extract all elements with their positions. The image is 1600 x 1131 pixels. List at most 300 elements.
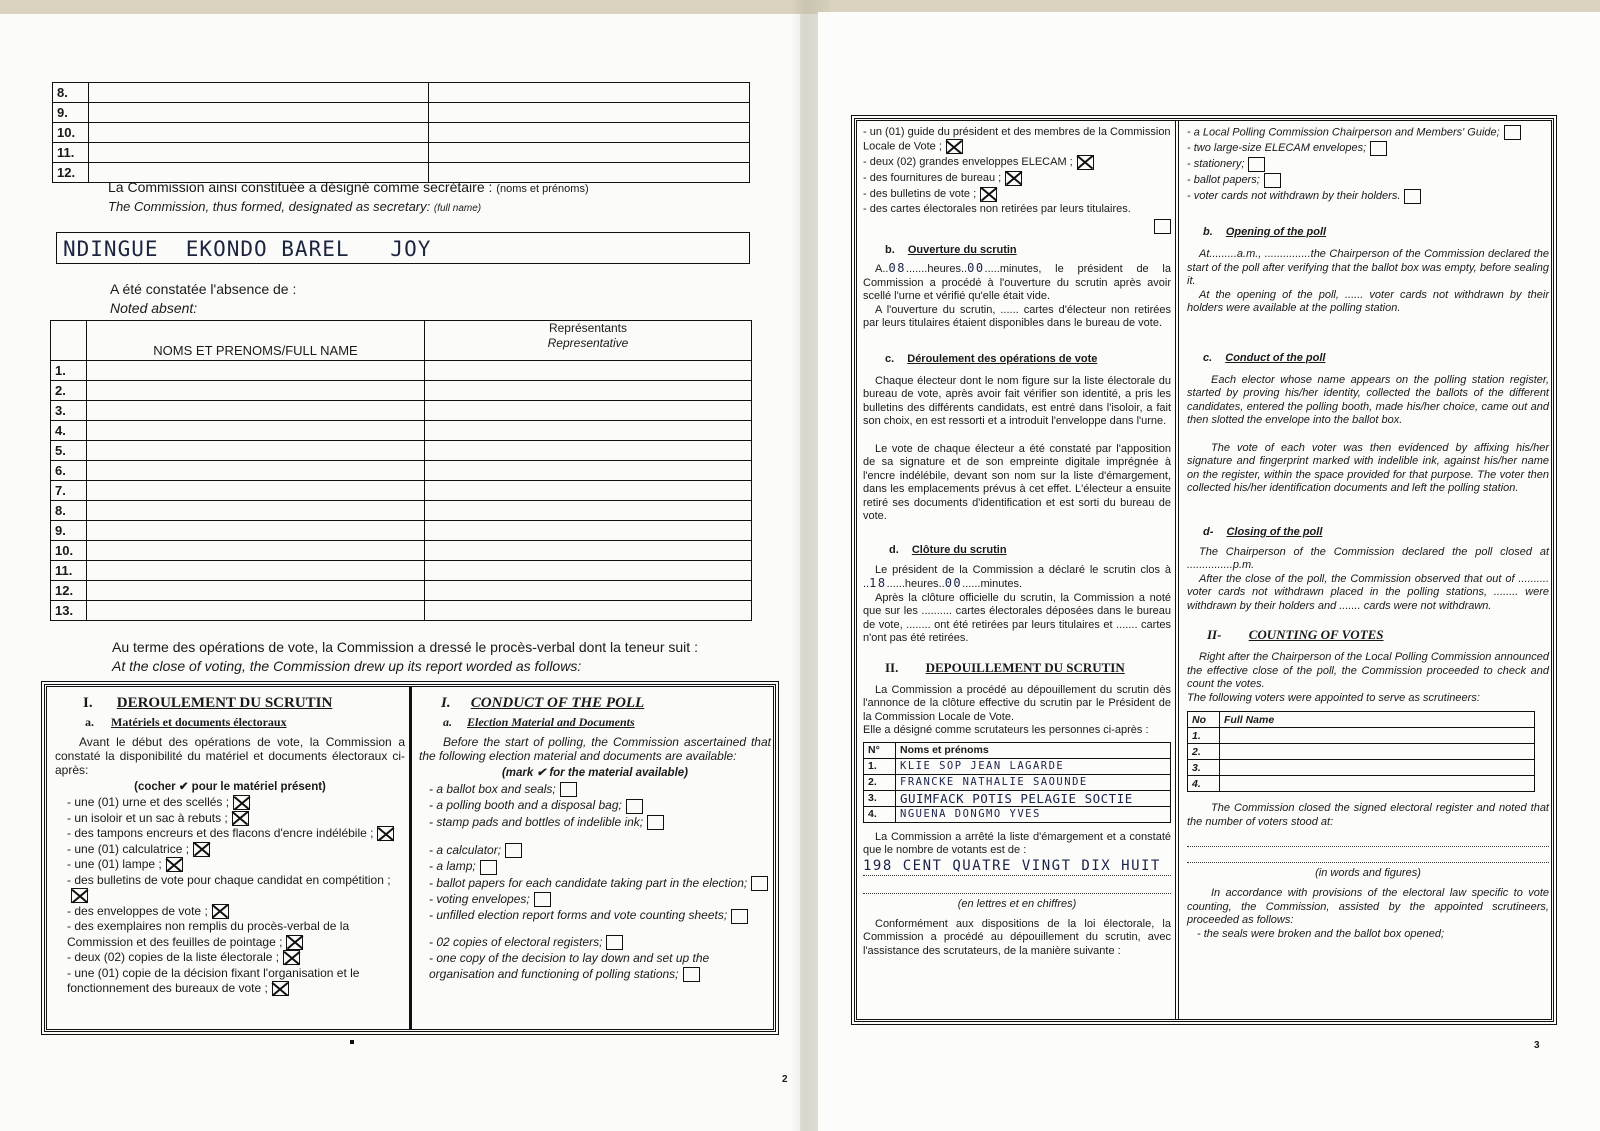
en-conduct-heading — [1187, 352, 1549, 364]
en-column — [419, 693, 771, 982]
text: minutes. — [980, 578, 1023, 590]
en-sub-letter: a. — [443, 715, 452, 729]
scrutineer-name[interactable]: GUIMFACK POTIS PELAGIE SOCTIE — [896, 790, 1171, 806]
absent-label-en: Noted absent: — [110, 300, 198, 316]
row-number: 5. — [51, 441, 87, 461]
en-counting-title: COUNTING OF VOTES — [1248, 627, 1384, 642]
fr-opening-p1: A..08.......heures..00.....minutes, le président de la Commission a procédé à l'ouverture du scrutin après avoir scellé l'urne et vérifié qu'elle était vide. — [863, 261, 1171, 302]
en-item-stamp-pads — [429, 814, 771, 830]
secretary-name-handwritten: NDINGUE EKONDO BAREL JOY — [63, 237, 432, 261]
en-subsection-heading — [419, 713, 771, 731]
name-cell[interactable] — [87, 361, 425, 381]
fr-item-stamp-pads — [67, 826, 405, 842]
page-left — [0, 14, 800, 1131]
en-closing-letter: d- — [1203, 525, 1214, 538]
rep-cell[interactable] — [425, 421, 752, 441]
fr-section-heading — [55, 693, 405, 713]
en-counting-p2: The following voters were appointed to serve as scrutineers: — [1187, 691, 1480, 704]
fr-closing-heading — [863, 544, 1171, 556]
fr-closing-p1: Le président de la Commission a déclaré le scrutin clos à ..18......heures..00......minutes. — [863, 563, 1171, 590]
fr-counting-p1: La Commission a procédé au dépouillement du scrutin dès l'annonce de la clôture effective du scrutin par le Président de la Commission Locale de Vote. — [863, 683, 1171, 723]
checkbox-checked[interactable] — [166, 857, 183, 872]
scrutineer-name[interactable] — [1220, 744, 1535, 760]
en-item-envelopes — [429, 891, 771, 907]
header-rep-fr: Représentants — [548, 321, 628, 335]
header-no: N° — [864, 742, 896, 758]
name-cell[interactable] — [87, 521, 425, 541]
rep-cell[interactable] — [425, 541, 752, 561]
checkbox-empty[interactable] — [534, 892, 551, 907]
fr-item-polling-booth — [67, 811, 405, 827]
item-label: des tampons encreurs et des flacons d'encre indélébile ; — [74, 826, 374, 840]
row-number: 7. — [51, 481, 87, 501]
closing-statement-fr: Au terme des opérations de vote, la Commission a dressé le procès-verbal dont la teneur suit : — [112, 639, 698, 655]
header-name: Full Name — [1220, 712, 1535, 728]
table-header-row — [864, 742, 1171, 758]
fr-item-report-forms — [67, 919, 405, 950]
en-item-guide — [1187, 125, 1549, 140]
fr-conduct-p2: Le vote de chaque électeur a été constaté par l'apposition de sa signature et de son empreinte digitale imprégnée à l'encre indélébile, devant son nom sur la liste d'émargement, dans les emplacements prévus à cet effet. L'électeur a ensuite retiré ses documents d'identification et est sorti du bureau de vote. — [863, 442, 1171, 522]
checkbox-empty[interactable] — [1504, 125, 1521, 140]
name-cell[interactable] — [87, 481, 425, 501]
voters-count-field[interactable]: 198 CENT QUATRE VINGT DIX HUIT — [863, 858, 1171, 876]
checkbox-empty[interactable] — [647, 815, 664, 830]
fr-item-ballot-box — [67, 795, 405, 811]
row-number: 12. — [51, 581, 87, 601]
conduct-section-box — [44, 684, 776, 1032]
table-row — [1188, 728, 1535, 744]
scrutineer-name[interactable] — [1220, 728, 1535, 744]
en-closing-heading — [1187, 526, 1549, 538]
row-number: 1. — [1188, 728, 1220, 744]
name-cell[interactable] — [89, 103, 429, 123]
fr-closing-letter: d. — [889, 543, 899, 556]
text: A — [875, 263, 883, 275]
header-rep-en: Representative — [547, 336, 629, 350]
en-closing-p1: The Chairperson of the Commission declared the poll closed at ...............p.m. — [1187, 545, 1549, 571]
table-row — [864, 790, 1171, 806]
page-right — [818, 12, 1600, 1131]
rep-cell[interactable] — [425, 501, 752, 521]
item-label: a Local Polling Commission Chairperson and Members' Guide; — [1193, 126, 1500, 139]
fr-opening-letter: b. — [885, 244, 895, 256]
fr-counting-p3: La Commission a arrêté la liste d'émargement et a constaté que le nombre de votants est de : — [863, 830, 1171, 856]
fr-column — [55, 693, 405, 997]
en-opening-letter: b. — [1203, 226, 1213, 238]
item-label: stamp pads and bottles of indelible ink; — [436, 814, 644, 829]
secretary-label-fr-text: La Commission ainsi constituée a désigné comme secrétaire : — [108, 179, 493, 195]
checkbox-checked[interactable] — [1005, 171, 1022, 186]
table-row — [53, 143, 750, 163]
secretary-label-fr — [108, 180, 589, 197]
voters-count-field-line2[interactable] — [863, 880, 1171, 894]
en-item-ballot-box — [429, 781, 771, 797]
secretary-note-en: (full name) — [433, 203, 482, 214]
table-row — [51, 361, 752, 381]
fr-item-guide — [863, 125, 1171, 154]
table-row — [864, 758, 1171, 774]
fr-words-note: (en lettres et en chiffres) — [957, 897, 1077, 910]
name-cell[interactable] — [89, 83, 429, 103]
table-header-row — [51, 321, 752, 361]
item-label: deux (02) grandes enveloppes ELECAM ; — [869, 156, 1073, 168]
table-row — [51, 581, 752, 601]
table-row — [53, 103, 750, 123]
en-conduct-letter: c. — [1203, 351, 1213, 364]
page-number-left: 2 — [782, 1074, 788, 1085]
row-number: 3. — [51, 401, 87, 421]
row-number: 8. — [53, 83, 89, 103]
item-label: voter cards not withdrawn by their holders. — [1193, 190, 1401, 202]
fr-intro: Avant le début des opérations de vote, la Commission a constaté la disponibilité du matériel et documents électoraux ci-après: — [55, 735, 405, 777]
rep-cell[interactable] — [425, 521, 752, 541]
row-number: 3. — [864, 790, 896, 806]
fr-closing-p2: Après la clôture officielle du scrutin, la Commission a noté que sur les .......... cartes électorales déposées dans le bureau de vote, ........ ont été retirées par leurs titulaires et ....... cartes n'ont pas été retirées. — [863, 591, 1171, 644]
scrutineer-name[interactable]: FRANCKE NATHALIE SAOUNDE — [896, 774, 1171, 790]
row-number: 1. — [864, 758, 896, 774]
absent-label-fr: A été constatée l'absence de : — [110, 281, 297, 297]
rep-cell[interactable] — [425, 361, 752, 381]
checkbox-checked[interactable] — [233, 795, 250, 810]
en-counting-p3: The Commission closed the signed electoral register and noted that the number of voters stood at: — [1187, 802, 1549, 828]
table-row — [53, 123, 750, 143]
en-opening-title: Opening of the poll — [1225, 226, 1327, 238]
checkbox-empty[interactable] — [1248, 157, 1265, 172]
item-label: ballot papers; — [1193, 174, 1260, 186]
en-section-number: I. — [441, 695, 451, 711]
en-words-note: (in words and figures) — [1315, 867, 1421, 879]
name-cell[interactable] — [87, 421, 425, 441]
en-item-ballot-papers — [1187, 172, 1549, 188]
name-cell[interactable] — [87, 541, 425, 561]
checkbox-empty[interactable] — [480, 860, 497, 875]
row-number: 13. — [51, 601, 87, 621]
item-label: une (01) urne et des scellés ; — [74, 795, 230, 809]
fr-conduct-heading — [863, 353, 1171, 365]
fr-material-list-continued — [863, 125, 1171, 216]
row-number: 4. — [1188, 776, 1220, 792]
row-number: 9. — [53, 103, 89, 123]
rep-cell[interactable] — [429, 143, 750, 163]
en-counting-p4: In accordance with provisions of the electoral law specific to vote counting, the Commission, assisted by the appointed scrutineers, proceeded as follows: — [1187, 887, 1549, 926]
name-cell[interactable] — [87, 381, 425, 401]
en-conduct-title: Conduct of the poll — [1225, 351, 1326, 364]
fr-sub-title: Matériels et documents électoraux — [111, 715, 287, 729]
table-row — [51, 401, 752, 421]
name-cell[interactable] — [87, 461, 425, 481]
table-row — [51, 421, 752, 441]
checkbox-checked[interactable] — [1077, 155, 1094, 170]
rep-cell[interactable] — [425, 581, 752, 601]
closing-minutes-field[interactable]: 00 — [944, 576, 963, 590]
table-row — [1188, 776, 1535, 792]
right-section-box — [854, 118, 1554, 1022]
item-label: des bulletins de vote ; — [869, 188, 977, 200]
rep-cell[interactable] — [425, 561, 752, 581]
checkbox-checked[interactable] — [980, 187, 997, 202]
en-counting-p5: - the seals were broken and the ballot box opened; — [1197, 927, 1445, 940]
checkbox-empty[interactable] — [1154, 219, 1171, 234]
en-opening-heading — [1187, 226, 1549, 238]
row-number: 8. — [51, 501, 87, 521]
item-label: des enveloppes de vote ; — [74, 903, 208, 918]
en-counting-p5-text: the seals were broken and the ballot box opened; — [1203, 927, 1445, 940]
fr-section-title: DEROULEMENT DU SCRUTIN — [116, 695, 333, 711]
item-label: a ballot box and seals; — [436, 782, 556, 796]
fr-opening-title: Ouverture du scrutin — [907, 244, 1017, 256]
fr-sub-letter: a. — [85, 715, 94, 729]
row-number: 10. — [51, 541, 87, 561]
table-row — [51, 601, 752, 621]
fr-instruction: (cocher ✔ pour le matériel présent) — [134, 781, 326, 793]
closing-hours-field[interactable]: 18 — [869, 576, 887, 590]
en-counting-p1: Right after the Chairperson of the Local Polling Commission announced the effective close of the poll, the Commission proceeded to check and count the votes. — [1187, 651, 1549, 690]
table-row — [51, 561, 752, 581]
en-item-electoral-registers — [429, 934, 771, 950]
rep-cell[interactable] — [425, 441, 752, 461]
fr-item-envelopes — [67, 904, 405, 920]
column-divider — [1175, 121, 1181, 1019]
checkbox-empty[interactable] — [560, 782, 577, 797]
fr-item-elecam-envelopes — [863, 154, 1171, 170]
item-label: une (01) calculatrice ; — [74, 841, 190, 856]
fr-item-electoral-list — [67, 950, 405, 966]
table-row — [51, 461, 752, 481]
item-label: unfilled election report forms and vote counting sheets; — [436, 908, 728, 923]
en-column-right — [1187, 125, 1549, 941]
fr-counting-p4: Conformément aux dispositions de la loi électorale, la Commission a procédé au dépouillement du scrutin, avec l'assistance des scrutateurs, de la manière suivante : — [863, 917, 1171, 957]
item-label: a lamp; — [436, 859, 476, 874]
checkbox-checked[interactable] — [286, 935, 303, 950]
row-number: 2. — [864, 774, 896, 790]
row-number: 2. — [1188, 744, 1220, 760]
fr-item-decision-copy — [67, 966, 405, 997]
row-number: 6. — [51, 461, 87, 481]
table-row — [51, 501, 752, 521]
scrutineer-name[interactable]: KLIE SOP JEAN LAGARDE — [896, 758, 1171, 774]
rep-cell[interactable] — [425, 401, 752, 421]
item-label: des cartes électorales non retirées par leurs titulaires. — [869, 203, 1131, 215]
checkbox-checked[interactable] — [212, 904, 229, 919]
name-cell[interactable] — [89, 123, 429, 143]
text: Le président de la Commission a déclaré le scrutin clos à — [875, 563, 1171, 576]
en-voters-count-field[interactable] — [1187, 833, 1549, 847]
item-label: une (01) lampe ; — [74, 857, 162, 871]
en-opening-p2: At the opening of the poll, ...... voter cards not withdrawn by their holders were available at the polling station. — [1187, 288, 1549, 314]
rep-cell[interactable] — [429, 83, 750, 103]
checkbox-empty[interactable] — [505, 843, 522, 858]
table-row — [51, 381, 752, 401]
en-voters-count-field-line2[interactable] — [1187, 849, 1549, 863]
en-conduct-p1: Each elector whose name appears on the polling station register, started by proving his/her identity, collected the ballots of the different candidates, entered the polling booth, made his/her choice, came out and then slotted the envelope into the ballot box. — [1187, 373, 1549, 426]
table-row — [1188, 760, 1535, 776]
row-number: 11. — [51, 561, 87, 581]
opening-minutes-field[interactable]: 00 — [967, 261, 985, 275]
en-item-stationery — [1187, 156, 1549, 172]
en-material-list — [429, 781, 771, 982]
fr-closing-title: Clôture du scrutin — [911, 543, 1007, 556]
checkbox-empty[interactable] — [626, 799, 643, 814]
name-cell[interactable] — [87, 561, 425, 581]
name-cell[interactable] — [87, 581, 425, 601]
en-opening-p1: At.........a.m., ...............the Chairperson of the Commission declared the start of the poll after verifying that the ballot box was empty, before sealing it. — [1187, 248, 1549, 287]
item-label: voting envelopes; — [436, 891, 530, 906]
checkbox-checked[interactable] — [71, 888, 88, 903]
item-label: deux (02) copies de la liste électorale ; — [74, 950, 280, 964]
page-number-right: 3 — [1534, 1040, 1540, 1051]
fr-scrutineers-table — [863, 742, 1171, 823]
fr-conduct-p1: Chaque électeur dont le nom figure sur la liste électorale du bureau de vote, après avoir fait vérifier son identité, a pris les bulletins des différents candidats, est entré dans l'isoloir, a fait son choix, en est ressorti et a introduit l'enveloppe dans l'urne. — [863, 374, 1171, 427]
checkbox-empty[interactable] — [1404, 189, 1421, 204]
en-item-report-forms — [429, 907, 771, 923]
fr-item-voter-cards — [863, 202, 1171, 216]
en-closing-p2: After the close of the poll, the Commission observed that out of .......... voter cards not withdrawn placed in the polling stations, ........ were withdrawn by their holders and ....... cards were not withdrawn. — [1187, 572, 1549, 612]
name-cell[interactable] — [89, 143, 429, 163]
row-number: 10. — [53, 123, 89, 143]
en-section-title: CONDUCT OF THE POLL — [470, 695, 645, 711]
checkbox-empty[interactable] — [1264, 173, 1281, 188]
item-label: des bulletins de vote pour chaque candidat en compétition ; — [74, 872, 391, 887]
secretary-label-en — [108, 199, 481, 216]
header-name: Noms et prénoms — [896, 742, 1171, 758]
checkbox-checked[interactable] — [193, 842, 210, 857]
fr-opening-heading — [863, 244, 1171, 256]
item-label: des fournitures de bureau ; — [869, 172, 1002, 184]
header-representative — [425, 321, 752, 361]
item-label: 02 copies of electoral registers; — [436, 934, 603, 949]
text: heures — [904, 578, 939, 590]
column-divider — [409, 687, 412, 1029]
fr-item-office-supplies — [863, 170, 1171, 186]
checkbox-empty[interactable] — [731, 909, 748, 924]
checkbox-checked[interactable] — [272, 981, 289, 996]
en-item-calculator — [429, 842, 771, 858]
item-label: two large-size ELECAM envelopes; — [1193, 142, 1367, 154]
ink-dot — [350, 1040, 354, 1044]
en-item-elecam-envelopes — [1187, 140, 1549, 156]
fr-conduct-letter: c. — [885, 352, 895, 365]
row-number: 3. — [1188, 760, 1220, 776]
en-intro: Before the start of polling, the Commission ascertained that the following election material and documents are available: — [419, 735, 771, 763]
secretary-label-en-text: The Commission, thus formed, designated as secretary: — [108, 199, 431, 214]
table-row — [51, 481, 752, 501]
en-counting-number: II- — [1207, 627, 1222, 642]
checkbox-checked[interactable] — [232, 811, 249, 826]
row-number: 12. — [53, 163, 89, 183]
checkbox-checked[interactable] — [377, 826, 394, 841]
secretary-field[interactable] — [56, 232, 750, 264]
item-label: a polling booth and a disposal bag; — [436, 798, 622, 813]
checkbox-empty[interactable] — [606, 935, 623, 950]
header-full-name: NOMS ET PRENOMS/FULL NAME — [87, 321, 425, 361]
row-number: 2. — [51, 381, 87, 401]
checkbox-empty[interactable] — [1370, 141, 1387, 156]
checkbox-checked[interactable] — [946, 139, 963, 154]
checkbox-empty[interactable] — [683, 967, 700, 982]
fr-subsection-heading — [55, 713, 405, 731]
table-header-row — [1188, 712, 1535, 728]
row-number: 4. — [51, 421, 87, 441]
table-row — [864, 774, 1171, 790]
scrutineer-name[interactable]: NGUENA DONGMO YVES — [896, 806, 1171, 822]
absent-table — [50, 320, 752, 621]
fr-item-ballots — [863, 186, 1171, 202]
item-label: une (01) copie de la décision fixant l'organisation et le fonctionnement des bureaux de vote ; — [67, 965, 360, 995]
fr-item-calculator — [67, 842, 405, 858]
fr-counting-number: II. — [885, 659, 899, 675]
rep-cell[interactable] — [425, 381, 752, 401]
item-label: ballot papers for each candidate taking part in the election; — [436, 875, 748, 890]
en-sub-title: Election Material and Documents — [467, 715, 635, 729]
en-material-list-continued — [1187, 125, 1549, 204]
rep-cell[interactable] — [429, 103, 750, 123]
checkbox-empty[interactable] — [751, 876, 768, 891]
en-closing-title: Closing of the poll — [1226, 525, 1323, 538]
fr-section-number: I. — [83, 695, 93, 711]
fr-column-right — [863, 125, 1171, 958]
table-row — [51, 441, 752, 461]
en-conduct-p2: The vote of each voter was then evidenced by affixing his/her signature and fingerprint marked with indelible ink, against his/her name on the register, within the space provided for that purpose. The voter then collected his/her identification documents and left the polling station. — [1187, 441, 1549, 494]
table-row — [51, 521, 752, 541]
fr-counting-p2: Elle a désigné comme scrutateurs les personnes ci-après : — [863, 724, 1149, 736]
item-label: stationery; — [1193, 158, 1245, 170]
closing-statement-en: At the close of voting, the Commission drew up its report worded as follows: — [112, 658, 582, 674]
header-number — [51, 321, 87, 361]
fr-counting-title: DEPOUILLEMENT DU SCRUTIN — [925, 659, 1125, 675]
en-counting-heading — [1187, 627, 1549, 643]
text: minutes, le président de la Commission a procédé à l'ouverture du scrutin après avoir scellé l'urne et vérifié qu'elle était vide. — [863, 263, 1171, 302]
fr-counting-heading — [863, 660, 1171, 676]
item-label: a calculator; — [436, 842, 502, 857]
table-row — [1188, 744, 1535, 760]
table-row — [51, 541, 752, 561]
row-number: 1. — [51, 361, 87, 381]
secretary-note-fr: (noms et prénoms) — [496, 183, 589, 195]
en-scrutineers-table — [1187, 711, 1535, 792]
fr-material-list — [67, 795, 405, 997]
rep-cell[interactable] — [425, 601, 752, 621]
fr-opening-p2: A l'ouverture du scrutin, ...... cartes d'électeur non retirées par leurs titulaires étaient disponibles dans le bureau de vote. — [863, 303, 1171, 329]
fr-item-lamp — [67, 857, 405, 873]
rep-cell[interactable] — [425, 481, 752, 501]
opening-hours-field[interactable]: 08 — [888, 261, 906, 275]
item-label: un (01) guide du président et des membres de la Commission Locale de Vote ; — [863, 126, 1171, 153]
row-number: 4. — [864, 806, 896, 822]
item-label: un isoloir et un sac à rebuts ; — [74, 810, 228, 825]
item-label: one copy of the decision to lay down and set up the organisation and functioning of polling stations; — [429, 950, 710, 981]
scrutineer-name[interactable] — [1220, 760, 1535, 776]
en-instruction: (mark ✔ for the material available) — [501, 767, 689, 779]
checkbox-checked[interactable] — [283, 950, 300, 965]
en-item-polling-booth — [429, 797, 771, 813]
scrutineer-name[interactable] — [1220, 776, 1535, 792]
fr-item-ballot-papers — [67, 873, 405, 904]
name-cell[interactable] — [87, 401, 425, 421]
name-cell[interactable] — [87, 501, 425, 521]
name-cell[interactable] — [87, 441, 425, 461]
en-item-voter-cards — [1187, 188, 1549, 204]
item-label: des exemplaires non remplis du procès-verbal de la Commission et des feuilles de pointage ; — [67, 919, 350, 949]
fr-conduct-title: Déroulement des opérations de vote — [907, 352, 1098, 365]
table-row — [53, 83, 750, 103]
name-cell[interactable] — [87, 601, 425, 621]
row-number: 9. — [51, 521, 87, 541]
rep-cell[interactable] — [425, 461, 752, 481]
en-item-decision-copy — [429, 950, 771, 982]
text: heures — [927, 263, 961, 275]
rep-cell[interactable] — [429, 123, 750, 143]
table-row — [864, 806, 1171, 822]
